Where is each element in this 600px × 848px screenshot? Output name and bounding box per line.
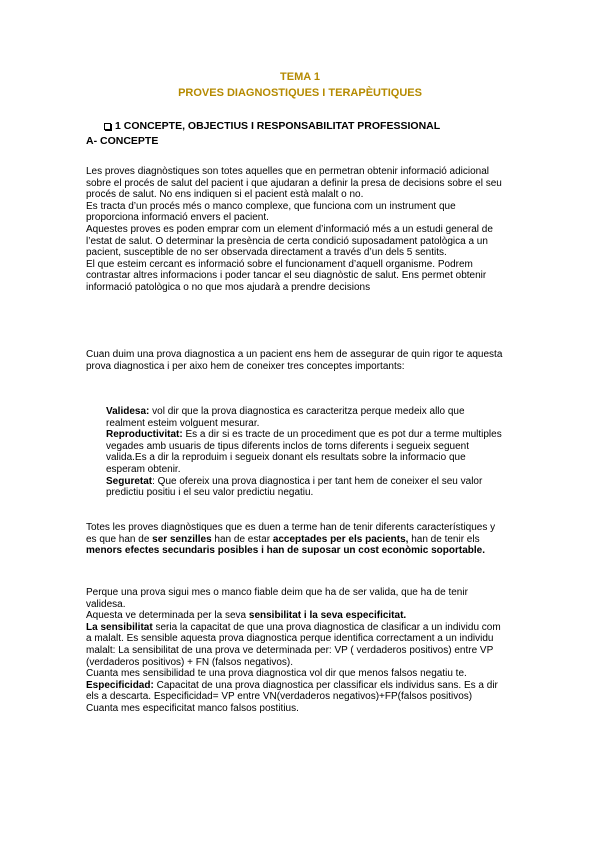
especificidad-text: Capacitat de una prova diagnostica per classificar els individus sans. Es a dir els a descarta. Especificidad= VP entre VN(verdaderos negativos)+FP(falsos positivos) (86, 679, 498, 703)
concepts-block (106, 406, 504, 499)
seguretat-term: Seguretat (106, 475, 153, 487)
validesa-term: Validesa: (106, 406, 150, 417)
section-heading (104, 121, 440, 133)
sensibilitat-note: Cuanta mes sensibilidad te una prova diagnostica vol dir que menos falsos negatiu te. (86, 668, 467, 680)
especificidad-term: Especificidad: (86, 679, 154, 691)
bold-run: menors efectes secundaris posibles i han de suposar un cost econòmic soportable. (86, 545, 486, 557)
sensibilitat-paragraph (86, 622, 506, 668)
intro-paragraph: Aquestes proves es poden emprar com un element d’informació més a un estudi general de l’estat de salut. O determinar la presència de certa condició suposadament patològica a un pacient, susceptible de no ser observada directament a través d’un dels 5 sentits. (86, 223, 493, 259)
intro-paragraph: Es tracta d’un procés més o manco complexe, que funciona com un instrument que proporciona informació envers el pacient. (86, 200, 456, 224)
section-heading-text: 1 CONCEPTE, OBJECTIUS I RESPONSABILITAT PROFESSIONAL (115, 120, 441, 132)
characteristics-text (86, 522, 506, 557)
bold-run: ser senzilles (152, 533, 212, 545)
validesa-intro: Perque una prova sigui mes o manco fiable deim que ha de ser valida, que ha de tenir validesa. (86, 587, 468, 610)
seguretat-item (106, 476, 504, 499)
intro-paragraph: Les proves diagnòstiques son totes aquelles que en permetran obtenir informació adicional sobre el procés de salut del pacient i que ajudaran a definir la presa de decisions sobre el seu procés de salut. No ens indiquen si el pacient està malalt o no. (86, 166, 502, 201)
seguretat-text: : Que ofereix una prova diagnostica i per tant hem de coneixer el seu valor predictiu positiu i el seu valor predictiu negatiu. (106, 475, 483, 499)
sensibilitat-text: seria la capacitat de que una prova diagnostica de clasificar a un individu com a malalt. Es sensible aquesta prova diagnostica perque identifica correctament a un individu malalt: La sensibilitat de una prova ve determinada per: VP ( verdaderos positivos) entre VP (verdaderos positivos) + FN (falsos negativos). (86, 621, 501, 668)
text-run: han de estar (211, 533, 273, 545)
reproductivitat-item (106, 429, 504, 475)
rigor-paragraph (86, 349, 506, 372)
bold-run: sensibilitat i la seva especificitat. (248, 610, 407, 622)
intro-paragraph: El que esteim cercant es informació sobre el funcionament d’aquell organisme. Podrem contrastar altres informacions i poder tancar el seu diagnòstic de salut. Ens permet obtenir informació patològica o no que mos ajudarà a prendre decisions (86, 258, 487, 293)
especificidad-paragraph (86, 680, 506, 703)
text-run: Aquesta ve determinada per la seva (86, 610, 249, 622)
rigor-text: Cuan duim una prova diagnostica a un pacient ens hem de assegurar de quin rigor te aquesta prova diagnostica i per aixo hem de coneixer tres conceptes importants: (86, 349, 503, 372)
text-run: han de tenir els (408, 533, 480, 545)
subsection-heading: A- CONCEPTE (86, 135, 159, 147)
validesa-section (86, 587, 506, 715)
document-title: PROVES DIAGNOSTIQUES I TERAPÈUTIQUES (178, 87, 422, 99)
characteristics-paragraph (86, 522, 506, 557)
especificitat-note: Cuanta mes especificitat manco falsos postitius. (86, 702, 299, 714)
reproductivitat-term: Reproductivitat: (106, 429, 183, 441)
validesa-text: vol dir que la prova diagnostica es caracteritza perque medeix allo que realment esteim volguent mesurar. (106, 406, 465, 429)
validesa-item (106, 406, 504, 429)
reproductivitat-text: Es a dir si es tracte de un procediment que es pot dur a terme multiples vegades amb usuaris de tipus diferents inclos de torns diferents i segueix seguent valida.Es a dir la reproduim i segueix donant els resultats sobre la informacio que esperam obtenir. (106, 429, 502, 475)
sensibilitat-term: La sensibilitat (86, 621, 153, 633)
intro-block (86, 166, 506, 294)
determination-line (86, 610, 506, 622)
bold-run: acceptades per els pacients, (272, 533, 409, 545)
text-run: Totes les proves diagnòstiques que es duen a terme han de tenir diferents característiques y es que han de (86, 522, 496, 545)
checkbox-bullet-icon (104, 123, 111, 130)
tema-label: TEMA 1 (280, 71, 320, 83)
